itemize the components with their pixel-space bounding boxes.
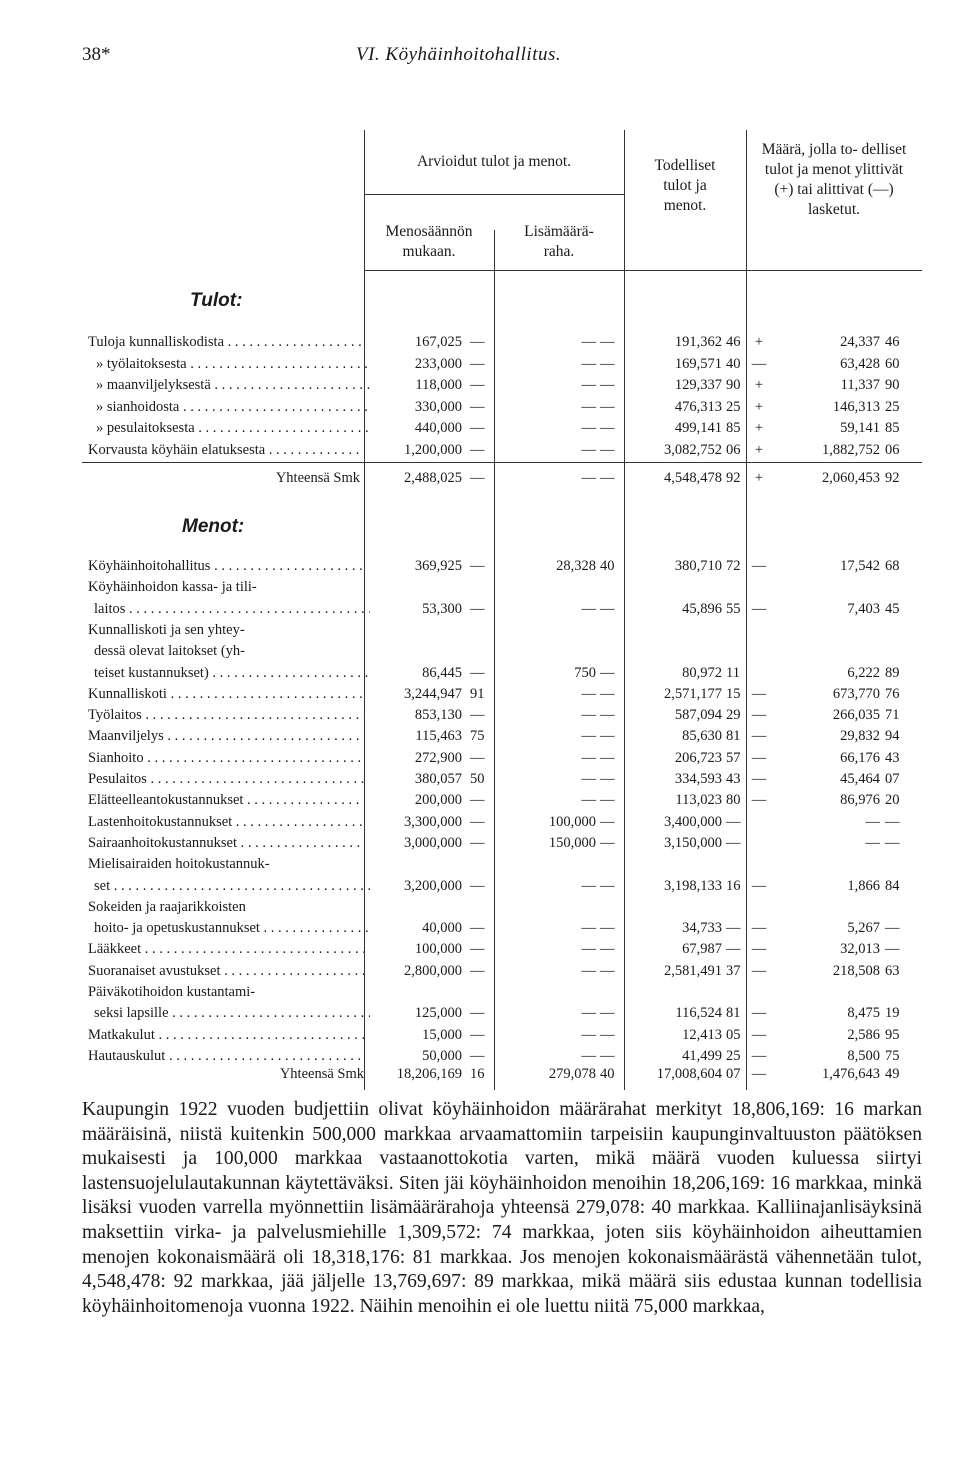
row-label: Elätteelleantokustannukset . . .	[88, 790, 364, 811]
additional-pennies: —	[600, 920, 615, 937]
difference-value: 86,976	[840, 792, 880, 809]
budget-value: 3,300,000	[404, 813, 462, 830]
difference-pennies: 95	[885, 1026, 900, 1043]
difference-sign: —	[751, 728, 767, 745]
actual-pennies: —	[726, 813, 741, 830]
additional-pennies: —	[600, 664, 615, 681]
total-budget: 18,206,169	[396, 1066, 462, 1082]
actual-pennies: 05	[726, 1026, 741, 1043]
additional-pennies: —	[600, 600, 615, 617]
difference-pennies: 85	[885, 420, 900, 437]
budget-value: 3,000,000	[404, 834, 462, 851]
actual-value: 113,023	[675, 792, 722, 809]
budget-pennies: 91	[470, 685, 485, 702]
additional-value: —	[581, 707, 596, 724]
difference-value: 66,176	[840, 749, 880, 766]
actual-pennies: 15	[726, 685, 741, 702]
row-label: » maanviljelyksestä . . .	[96, 375, 372, 396]
difference-value: 673,770	[832, 685, 880, 702]
difference-pennies: 71	[885, 707, 900, 724]
additional-pennies: —	[600, 877, 615, 894]
difference-pennies: 25	[885, 398, 900, 415]
row-label: » sianhoidosta . . .	[96, 397, 372, 418]
budget-pennies: —	[470, 558, 485, 574]
difference-sign: +	[754, 334, 764, 350]
total-diff: 2,060,453	[822, 470, 880, 486]
actual-value: 3,198,133	[664, 877, 722, 894]
difference-pennies: 43	[885, 749, 900, 766]
budget-value: 3,244,947	[404, 685, 462, 702]
expense-row	[82, 705, 922, 726]
additional-pennies: —	[600, 792, 615, 809]
difference-pennies: 07	[885, 771, 900, 787]
income-row	[82, 440, 922, 461]
row-label: laitos . . .	[94, 599, 370, 620]
actual-pennies: 11	[726, 664, 740, 681]
actual-pennies: 25	[726, 1047, 741, 1064]
actual-value: 169,571	[674, 355, 722, 372]
row-label: Päiväkotihoidon kustantami-	[88, 984, 256, 1000]
difference-pennies: 94	[885, 728, 900, 745]
additional-pennies: —	[600, 1026, 615, 1043]
difference-sign: —	[751, 749, 767, 766]
header-rule	[364, 194, 624, 195]
page-header	[82, 44, 922, 74]
difference-value: 266,035	[832, 707, 880, 724]
difference-sign: +	[754, 398, 764, 415]
actual-value: 3,150,000	[664, 834, 722, 851]
actual-pennies: 16	[726, 877, 741, 894]
budget-value: 2,800,000	[404, 962, 462, 979]
additional-value: —	[581, 962, 596, 979]
budget-pennies: —	[470, 792, 485, 809]
budget-pennies: 75	[470, 728, 485, 745]
difference-pennies: 84	[885, 877, 900, 894]
income-total-rule	[82, 462, 922, 463]
additional-value: —	[581, 941, 596, 958]
additional-value: —	[581, 749, 596, 766]
difference-sign: —	[751, 1026, 767, 1043]
total-additional: 279,078	[548, 1066, 596, 1082]
difference-value: 24,337	[840, 334, 880, 350]
additional-pennies: —	[600, 962, 615, 979]
income-total-row: Yhteensä Smk 2,488,025 — — — 4,548,478 92 + 2,060,453 92	[82, 468, 922, 489]
actual-pennies: 90	[726, 377, 741, 394]
expense-row	[82, 833, 922, 854]
difference-value: 8,475	[847, 1005, 880, 1022]
additional-pennies: —	[600, 1047, 615, 1064]
row-label: Sairaanhoitokustannukset . . .	[88, 833, 364, 854]
additional-value: 28,328	[556, 558, 596, 574]
actual-pennies: 37	[726, 962, 741, 979]
additional-value: —	[581, 1026, 596, 1043]
actual-value: 3,082,752	[664, 442, 722, 458]
actual-pennies: 81	[726, 728, 741, 745]
additional-value: —	[581, 771, 596, 787]
budget-pennies: —	[470, 442, 485, 458]
difference-sign: —	[751, 771, 767, 787]
additional-pennies: —	[600, 442, 615, 458]
budget-pennies: —	[470, 398, 485, 415]
difference-sign: —	[751, 962, 767, 979]
total-label: Yhteensä Smk	[275, 470, 360, 486]
difference-value: 8,500	[847, 1047, 880, 1064]
budget-pennies: —	[470, 334, 485, 350]
difference-value: 2,586	[847, 1026, 880, 1043]
header-difference: Määrä, jolla to- delliset tulot ja menot ylittivät (+) tai alittivat (—) lasketut.	[761, 141, 907, 218]
expense-row	[82, 599, 922, 620]
expense-row	[82, 939, 922, 960]
additional-pennies: —	[600, 377, 615, 394]
difference-sign: —	[751, 600, 767, 617]
difference-sign: —	[751, 877, 767, 894]
row-label: Mielisairaiden hoitokustannuk-	[88, 856, 270, 873]
expense-row-continuation	[82, 620, 922, 641]
chapter-title: VI. Köyhäinhoitohallitus.	[356, 44, 562, 65]
actual-pennies: 81	[726, 1005, 741, 1022]
budget-value: 100,000	[414, 941, 462, 958]
row-label: » pesulaitoksesta . . .	[96, 418, 372, 439]
total-label: Yhteensä Smk	[279, 1066, 364, 1082]
additional-value: 100,000	[548, 813, 596, 830]
actual-value: 380,710	[674, 558, 722, 574]
actual-value: 587,094	[674, 707, 722, 724]
expense-row	[82, 1025, 922, 1046]
difference-value: 17,542	[840, 558, 880, 574]
budget-value: 125,000	[414, 1005, 462, 1022]
actual-pennies: 06	[726, 442, 741, 458]
difference-value: 218,508	[832, 962, 880, 979]
budget-pennies: —	[470, 600, 485, 617]
additional-pennies: —	[600, 355, 615, 372]
expenses-total-row: Yhteensä Smk 18,206,169 16 279,078 40 17,008,604 07 — 1,476,643 49	[82, 1064, 922, 1085]
row-label: Työlaitos . . .	[88, 705, 364, 726]
expense-row	[82, 961, 922, 982]
difference-sign: —	[751, 920, 767, 937]
budget-pennies: —	[470, 920, 485, 937]
header-actual: Todelliset tulot ja menot.	[654, 157, 716, 214]
actual-value: 499,141	[674, 420, 722, 437]
budget-value: 272,900	[414, 749, 462, 766]
additional-pennies: —	[600, 728, 615, 745]
actual-pennies: 72	[726, 558, 741, 574]
row-label: seksi lapsille . . .	[94, 1003, 370, 1024]
difference-sign: —	[751, 355, 767, 372]
difference-pennies: 90	[885, 377, 900, 394]
row-label: dessä olevat laitokset (yh-	[94, 643, 245, 660]
total-actual: 17,008,604	[656, 1066, 722, 1082]
additional-value: —	[581, 600, 596, 617]
additional-value: —	[581, 792, 596, 809]
expense-row	[82, 748, 922, 769]
header-estimated: Arvioidut tulot ja menot.	[416, 153, 572, 170]
actual-value: 85,630	[682, 728, 722, 745]
difference-pennies: 46	[885, 334, 900, 350]
budget-value: 115,463	[415, 728, 462, 745]
difference-value: 7,403	[847, 600, 880, 617]
actual-value: 67,987	[682, 941, 722, 958]
difference-value: 1,882,752	[822, 442, 880, 458]
additional-value: —	[581, 398, 596, 415]
expense-row-continuation	[82, 641, 922, 662]
row-label: Sokeiden ja raajarikkoisten	[88, 898, 246, 915]
budget-value: 1,200,000	[404, 442, 462, 458]
actual-value: 12,413	[682, 1026, 722, 1043]
row-label: Tuloja kunnalliskodista . . .	[88, 332, 364, 353]
actual-pennies: —	[726, 834, 741, 851]
additional-value: —	[581, 355, 596, 372]
budget-value: 380,057	[414, 771, 462, 787]
additional-value: —	[581, 728, 596, 745]
additional-pennies: —	[600, 749, 615, 766]
difference-pennies: 45	[885, 600, 900, 617]
difference-sign: —	[751, 941, 767, 958]
income-heading: Tulot:	[190, 290, 243, 311]
budget-pennies: —	[470, 877, 485, 894]
budget-pennies: —	[470, 813, 485, 830]
expense-row-continuation	[82, 897, 922, 918]
actual-pennies: 57	[726, 749, 741, 766]
actual-pennies: 55	[726, 600, 741, 617]
budget-pennies: —	[470, 1047, 485, 1064]
total-budget: 2,488,025	[404, 470, 462, 486]
difference-value: 5,267	[847, 920, 880, 937]
difference-pennies: 63	[885, 962, 900, 979]
row-label: Sianhoito . . .	[88, 748, 364, 769]
additional-value: —	[581, 377, 596, 394]
additional-value: —	[581, 1005, 596, 1022]
difference-sign: —	[751, 1047, 767, 1064]
additional-pennies: —	[600, 834, 615, 851]
budget-pennies: —	[470, 834, 485, 851]
actual-pennies: 46	[726, 334, 741, 350]
row-label: Lastenhoitokustannukset . . .	[88, 812, 364, 833]
expense-row	[82, 726, 922, 747]
budget-pennies: —	[470, 377, 485, 394]
difference-sign: —	[751, 558, 767, 574]
additional-pennies: —	[600, 398, 615, 415]
actual-value: 191,362	[674, 334, 722, 350]
actual-value: 3,400,000	[664, 813, 722, 830]
expense-row	[82, 684, 922, 705]
additional-value: —	[581, 420, 596, 437]
expense-row-continuation	[82, 982, 922, 1003]
actual-value: 129,337	[674, 377, 722, 394]
difference-pennies: —	[885, 920, 900, 937]
difference-value: 45,464	[840, 771, 880, 787]
page-number: 38*	[82, 44, 111, 65]
budget-value: 233,000	[414, 355, 462, 372]
total-diff: 1,476,643	[822, 1066, 880, 1082]
actual-pennies: 85	[726, 420, 741, 437]
income-row	[82, 354, 922, 375]
difference-value: 6,222	[847, 664, 880, 681]
actual-value: 334,593	[674, 771, 722, 787]
difference-pennies: 60	[885, 355, 900, 372]
difference-value: 63,428	[840, 355, 880, 372]
additional-value: —	[581, 334, 596, 350]
actual-pennies: 40	[726, 355, 741, 372]
budget-pennies: —	[470, 355, 485, 372]
actual-value: 476,313	[674, 398, 722, 415]
budget-pennies: —	[470, 962, 485, 979]
actual-pennies: 43	[726, 771, 741, 787]
income-row	[82, 397, 922, 418]
finance-table	[82, 130, 922, 1090]
expense-row	[82, 876, 922, 897]
additional-pennies: —	[600, 771, 615, 787]
actual-value: 45,896	[682, 600, 722, 617]
budget-pennies: —	[470, 664, 485, 681]
additional-pennies: —	[600, 707, 615, 724]
actual-value: 80,972	[682, 664, 722, 681]
difference-value: —	[865, 834, 880, 851]
difference-pennies: 75	[885, 1047, 900, 1064]
difference-pennies: —	[885, 813, 900, 830]
income-row	[82, 418, 922, 439]
row-label: teiset kustannukset) . . .	[94, 663, 370, 684]
budget-pennies: —	[470, 707, 485, 724]
budget-value: 3,200,000	[404, 877, 462, 894]
difference-pennies: 06	[885, 442, 900, 458]
total-actual: 4,548,478	[664, 470, 722, 486]
header-additional: Lisämäärä- raha.	[524, 223, 594, 260]
income-row	[82, 375, 922, 396]
actual-value: 2,581,491	[664, 962, 722, 979]
budget-pennies: —	[470, 749, 485, 766]
additional-value: —	[581, 877, 596, 894]
expense-row	[82, 812, 922, 833]
additional-value: —	[581, 685, 596, 702]
difference-pennies: 20	[885, 792, 900, 809]
difference-sign: —	[751, 1005, 767, 1022]
expense-row-continuation	[82, 577, 922, 598]
budget-value: 118,000	[415, 377, 462, 394]
budget-pennies: 50	[470, 771, 485, 787]
difference-sign: +	[754, 420, 764, 437]
budget-value: 40,000	[422, 920, 462, 937]
budget-value: 167,025	[414, 334, 462, 350]
budget-value: 50,000	[422, 1047, 462, 1064]
difference-sign: —	[751, 792, 767, 809]
expense-row	[82, 663, 922, 684]
difference-pennies: 76	[885, 685, 900, 702]
row-label: Korvausta köyhäin elatuksesta . . .	[88, 440, 364, 461]
additional-value: —	[581, 442, 596, 458]
difference-pennies: 68	[885, 558, 900, 574]
expense-row	[82, 1003, 922, 1024]
row-label: set . . .	[94, 876, 370, 897]
expenses-heading: Menot:	[182, 516, 245, 537]
row-label: Hautauskulut . . .	[88, 1046, 364, 1067]
difference-sign: —	[751, 685, 767, 702]
row-label: Suoranaiset avustukset . . .	[88, 961, 364, 982]
actual-pennies: —	[726, 941, 741, 958]
additional-value: —	[581, 920, 596, 937]
actual-value: 41,499	[682, 1047, 722, 1064]
body-paragraph: Kaupungin 1922 vuoden budjettiin olivat köyhäinhoidon määrärahat merkityt 18,806,169: 16 markan määräisinä, niistä kuitenkin 500,000 markkaa arvaamattomiin tarpeisiin kaupunginvaltuuston päätöksen mukaisesti ja 100,000 markkaa vastaanottokotia varten, mikä määrä vuoden kuluessa siirtyi lastensuojelulautakunnan käytettäväksi. Siten jäi köyhäinhoidon menoihin 18,206,169: 16 markkaa, minkä lisäksi vuoden varrella myönnettiin lisämäärärahoja yhteensä 279,078: 40 markkaa. Kalliinajanlisäyksinä maksettiin virka- ja palvelusmiehille 1,309,572: 74 markkaa, joten siis köyhäinhoidon aiheuttamien menojen kokonaismäärä oli 18,318,176: 81 markkaa. Jos menojen kokonaismäärästä vähennetään tulot, 4,548,478: 92 markkaa, jää jäljelle 13,769,697: 89 markkaa, mikä määrä siis edustaa kunnan todellisia köyhäinhoitomenoja vuonna 1922. Näihin menoihin ei ole luettu niitä 75,000 markkaa,	[82, 1099, 922, 1317]
difference-value: 59,141	[840, 420, 880, 437]
row-label: hoito- ja opetuskustannukset . . .	[94, 918, 370, 939]
actual-pennies: 80	[726, 792, 741, 809]
budget-value: 330,000	[414, 398, 462, 415]
difference-pennies: —	[885, 834, 900, 851]
row-label: Kunnalliskoti ja sen yhtey-	[88, 621, 245, 638]
expense-row	[82, 769, 922, 790]
row-label: Matkakulut . . .	[88, 1025, 364, 1046]
budget-pennies: —	[470, 1005, 485, 1022]
actual-value: 206,723	[674, 749, 722, 766]
row-label: Lääkkeet . . .	[88, 939, 364, 960]
budget-value: 853,130	[414, 707, 462, 724]
difference-value: —	[865, 813, 880, 830]
additional-value: 750	[574, 664, 596, 681]
budget-pennies: —	[470, 420, 485, 437]
budget-value: 369,925	[414, 558, 462, 574]
actual-value: 34,733	[682, 920, 722, 937]
additional-value: —	[581, 1047, 596, 1064]
additional-pennies: —	[600, 685, 615, 702]
additional-pennies: —	[600, 334, 615, 350]
budget-value: 86,445	[422, 664, 462, 681]
row-label: Köyhäinhoidon kassa- ja tili-	[88, 579, 257, 596]
actual-pennies: 29	[726, 707, 741, 724]
additional-pennies: 40	[600, 558, 615, 574]
actual-value: 116,524	[675, 1005, 722, 1022]
budget-pennies: —	[470, 1026, 485, 1043]
difference-pennies: 89	[885, 664, 900, 681]
income-row	[82, 332, 922, 353]
additional-pennies: —	[600, 813, 615, 830]
expense-row-continuation	[82, 854, 922, 875]
difference-value: 11,337	[840, 377, 880, 394]
expense-row	[82, 918, 922, 939]
expense-row	[82, 556, 922, 577]
expense-row	[82, 790, 922, 811]
difference-pennies: —	[885, 941, 900, 958]
header-budget: Menosäännön mukaan.	[385, 223, 473, 260]
difference-value: 29,832	[840, 728, 880, 745]
actual-value: 2,571,177	[664, 685, 722, 702]
additional-pennies: —	[600, 420, 615, 437]
difference-sign: —	[751, 707, 767, 724]
budget-value: 200,000	[414, 792, 462, 809]
row-label: Maanviljelys . . .	[88, 726, 364, 747]
header-rule	[364, 270, 922, 271]
row-label: Köyhäinhoitohallitus . . .	[88, 556, 364, 577]
actual-pennies: —	[726, 920, 741, 937]
additional-pennies: —	[600, 1005, 615, 1022]
row-label: » työlaitoksesta . . .	[96, 354, 372, 375]
difference-value: 1,866	[847, 877, 880, 894]
difference-sign: +	[754, 377, 764, 394]
actual-pennies: 25	[726, 398, 741, 415]
budget-value: 53,300	[422, 600, 462, 617]
budget-value: 15,000	[422, 1026, 462, 1043]
difference-sign: +	[754, 442, 764, 458]
additional-pennies: —	[600, 941, 615, 958]
difference-value: 146,313	[832, 398, 880, 415]
row-label: Pesulaitos . . .	[88, 769, 364, 790]
additional-value: 150,000	[548, 834, 596, 851]
budget-value: 440,000	[414, 420, 462, 437]
budget-pennies: —	[470, 941, 485, 958]
difference-pennies: 19	[885, 1005, 900, 1022]
row-label: Kunnalliskoti . . .	[88, 684, 364, 705]
difference-value: 32,013	[840, 941, 880, 958]
